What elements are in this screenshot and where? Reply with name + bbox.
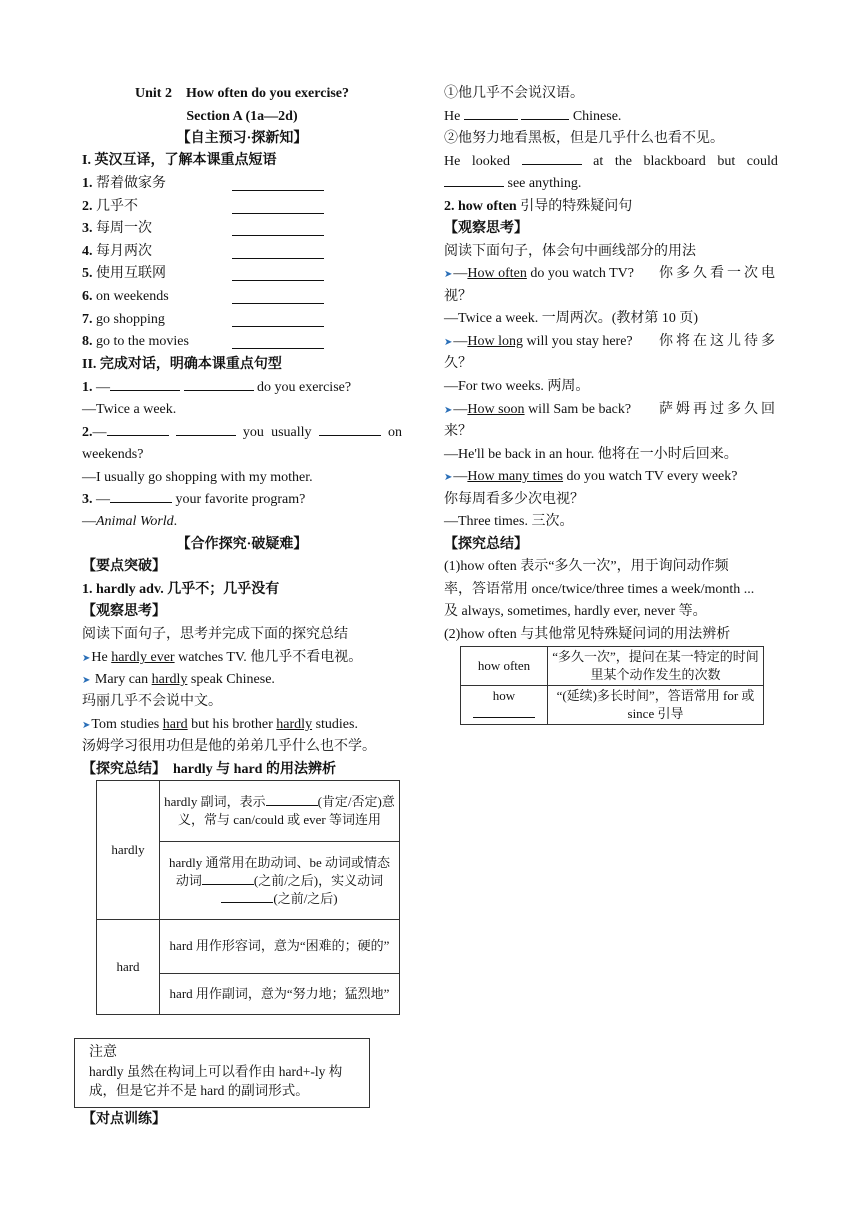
answer-blank[interactable] <box>176 423 236 436</box>
example-2: ➤ Mary can hardly speak Chinese. <box>82 672 275 687</box>
dialog1-answer: —Twice a week. <box>82 402 177 417</box>
summary-header: 【探究总结】 hardly 与 hard 的用法辨析 <box>82 762 336 777</box>
how-long-desc: “(延续)多长时间”，答语常用 for 或 since 引导 <box>548 686 764 725</box>
dialog2-question-cont: weekends? <box>82 447 144 462</box>
answer-blank[interactable] <box>107 423 169 436</box>
answer-blank[interactable] <box>232 336 324 349</box>
answer-blank[interactable] <box>444 174 504 187</box>
dialog2-question: 2.— you usually on <box>82 425 402 440</box>
arrow-icon: ➤ <box>444 337 453 348</box>
part2-title: II. 完成对话，明确本课重点句型 <box>82 357 282 372</box>
arrow-icon: ➤ <box>82 675 91 686</box>
question-1-cont: 视？ <box>444 289 472 304</box>
phrase-row: 4. 每月两次 <box>82 242 402 262</box>
answer-3: —He'll be back in an hour. 他将在一小时后回来。 <box>444 447 738 462</box>
hardly-hard-table <box>96 780 400 1015</box>
question-2: ➤—How long will you stay here? 你将在这儿待多 <box>444 334 778 349</box>
question-4-translation: 你每周看多少次电视？ <box>444 492 584 507</box>
answer-blank[interactable] <box>266 793 318 806</box>
section-title: Section A (1a—2d) <box>186 109 298 124</box>
answer-blank[interactable] <box>521 107 569 120</box>
note-box <box>74 1038 370 1108</box>
dialog1-question: 1. — do you exercise? <box>82 380 352 395</box>
hardly-label: hardly <box>97 781 160 920</box>
question-3-cont: 来？ <box>444 424 472 439</box>
answer-blank[interactable] <box>232 314 324 327</box>
summary-header: 【探究总结】 <box>444 537 528 552</box>
question-words-table <box>460 646 764 725</box>
arrow-icon: ➤ <box>444 405 453 416</box>
practice-1-cn: ①他几乎不会说汉语。 <box>444 86 584 101</box>
answer-blank[interactable] <box>232 268 324 281</box>
arrow-icon: ➤ <box>444 269 453 280</box>
dialog3-question: 3. — your favorite program? <box>82 492 306 507</box>
summary-1-line1: (1)how often 表示“多久一次”，用于询问动作频 <box>444 559 729 574</box>
arrow-icon: ➤ <box>444 472 453 483</box>
question-3: ➤—How soon will Sam be back? 萨姆再过多久回 <box>444 402 778 417</box>
answer-2: —For two weeks. 两周。 <box>444 379 590 394</box>
answer-blank[interactable] <box>184 378 254 391</box>
phrase-row: 3. 每周一次 <box>82 219 402 239</box>
phrase-row: 7. go shopping <box>82 310 402 330</box>
unit-title: Unit 2 How often do you exercise? <box>135 86 349 101</box>
answer-blank[interactable] <box>110 378 180 391</box>
arrow-icon: ➤ <box>82 720 91 731</box>
answer-blank[interactable] <box>464 107 518 120</box>
practice-2-cn: ②他努力地看黑板，但是几乎什么也看不见。 <box>444 131 724 146</box>
answer-blank[interactable] <box>110 490 172 503</box>
answer-blank[interactable] <box>202 872 254 885</box>
observe-header: 【观察思考】 <box>82 604 166 619</box>
example-1: ➤He hardly ever watches TV. 他几乎不看电视。 <box>82 650 363 665</box>
observe-instruction: 阅读下面句子，思考并完成下面的探究总结 <box>82 627 348 642</box>
key-point-2: 2. how often 引导的特殊疑问句 <box>444 199 633 214</box>
question-1: ➤—How often do you watch TV? 你多久看一次电 <box>444 266 778 281</box>
hardly-usage-2: hardly 通常用在助动词、be 动词或情态动词 (之前/之后)，实义动词(之前/之后) <box>160 842 400 920</box>
answer-blank[interactable] <box>232 246 324 259</box>
part1-title: I. 英汉互译，了解本课重点短语 <box>82 153 277 168</box>
summary-1-line3: 及 always, sometimes, hardly ever, never 等。 <box>444 604 707 619</box>
example-2-translation: 玛丽几乎不会说中文。 <box>82 694 222 709</box>
answer-4: —Three times. 三次。 <box>444 514 574 529</box>
practice-header: 【对点训练】 <box>82 1112 166 1127</box>
phrase-row: 1. 帮着做家务 <box>82 174 402 194</box>
arrow-icon: ➤ <box>82 653 91 664</box>
answer-blank[interactable] <box>473 705 535 718</box>
answer-blank[interactable] <box>232 291 324 304</box>
hard-usage-adj: hard 用作形容词，意为“困难的；硬的” <box>160 920 400 974</box>
answer-blank[interactable] <box>221 890 273 903</box>
answer-blank[interactable] <box>522 152 582 165</box>
key-points-header: 【要点突破】 <box>82 559 166 574</box>
answer-blank[interactable] <box>232 223 324 236</box>
answer-blank[interactable] <box>319 423 381 436</box>
answer-blank[interactable] <box>232 201 324 214</box>
phrase-row: 8. go to the movies <box>82 332 402 352</box>
question-4: ➤—How many times do you watch TV every week? <box>444 469 738 484</box>
header-preview: 【自主预习·探新知】 <box>176 131 308 146</box>
how-blank-label: how <box>461 686 548 725</box>
hard-label: hard <box>97 920 160 1015</box>
question-2-cont: 久？ <box>444 356 472 371</box>
header-coop: 【合作探究·破疑难】 <box>176 537 308 552</box>
how-often-label: how often <box>461 647 548 686</box>
observe-instruction: 阅读下面句子，体会句中画线部分的用法 <box>444 244 696 259</box>
note-body: hardly 虽然在构词上可以看作由 hard+-ly 构成，但是它并不是 hard 的副词形式。 <box>89 1064 343 1098</box>
summary-1-line2: 率，答语常用 once/twice/three times a week/month ... <box>444 582 755 597</box>
phrase-row: 5. 使用互联网 <box>82 264 402 284</box>
example-3: ➤Tom studies hard but his brother hardly studies. <box>82 717 358 732</box>
key-point-1: 1. hardly adv. 几乎不；几乎没有 <box>82 582 280 597</box>
example-3-translation: 汤姆学习很用功但是他的弟弟几乎什么也不学。 <box>82 739 376 754</box>
answer-1: —Twice a week. 一周两次。(教材第 10 页) <box>444 311 699 326</box>
practice-1-en: He Chinese. <box>444 109 622 124</box>
dialog3-answer: —Animal World. <box>82 514 178 529</box>
hardly-usage-1: hardly 副词，表示 (肯定/否定)意义，常与 can/could 或 ever 等词连用 <box>160 781 400 842</box>
summary-2: (2)how often 与其他常见特殊疑问词的用法辨析 <box>444 627 731 642</box>
how-often-desc: “多久一次”，提问在某一特定的时间里某个动作发生的次数 <box>548 647 764 686</box>
phrase-row: 2. 几乎不 <box>82 197 402 217</box>
hard-usage-adv: hard 用作副词，意为“努力地；猛烈地” <box>160 973 400 1014</box>
note-title: 注意 <box>89 1045 117 1060</box>
practice-2-en-cont: see anything. <box>444 174 581 194</box>
observe-header: 【观察思考】 <box>444 221 528 236</box>
answer-blank[interactable] <box>232 178 324 191</box>
practice-2-en: He looked at the blackboard but could <box>444 154 778 169</box>
dialog2-answer: —I usually go shopping with my mother. <box>82 470 313 485</box>
phrase-row: 6. on weekends <box>82 287 402 307</box>
